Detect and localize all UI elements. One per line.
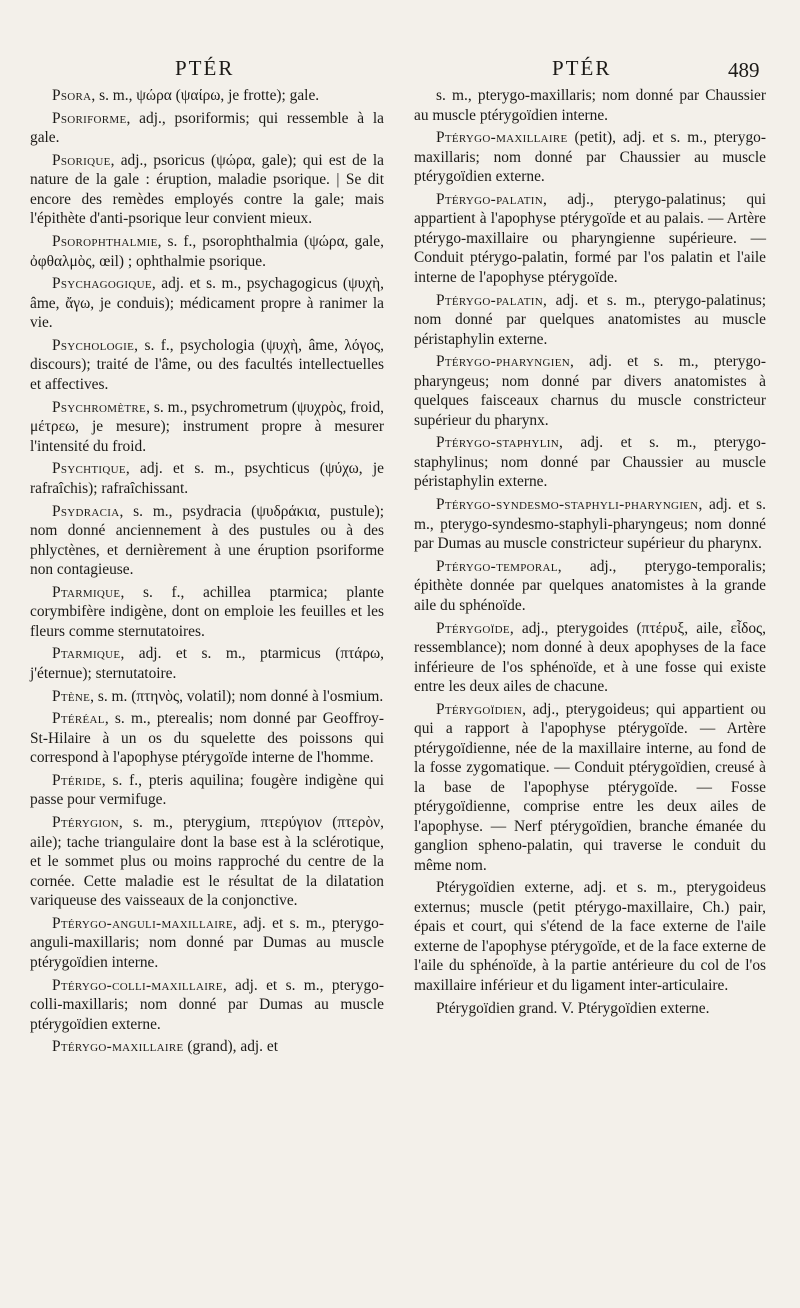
entry-headword: Ptène [52,687,91,705]
entry-headword: Psychromètre [52,398,147,416]
dictionary-entry [414,878,766,995]
entry-headword: Ptérygo-colli-maxillaire [52,976,223,994]
dictionary-entry [414,128,766,187]
dictionary-entry [30,151,384,229]
entry-definition: , adj., pterygoideus; qui appartient ou qui a rapport à l'apophyse ptérygoïde. — Artère ptérygoïdienne, née de la maxillaire interne, au fond de la fosse zygomatique. — Conduit ptérygoïdien, creusé à la base de l'apophyse ptérygoïde. — Fosse ptérygoïdienne, comprise entre les deux ailes de l'apophyse. — Nerf ptérygoïdien, branche émanée du ganglion spheno-palatin, qui traverse le conduit du même nom. [414,700,766,874]
entry-definition: , adj. et s. m., pterygo-syndesmo-staphyli-pharyngeus; nom donné par Dumas au muscle constricteur supérieur du pharynx. [414,496,766,553]
entry-headword: Ptérygo-palatin [436,291,544,309]
dictionary-entry [30,398,384,457]
dictionary-entry [30,914,384,973]
entry-headword: Psychtique [52,460,126,478]
entry-headword: Ptérygoïdien [436,700,523,718]
entry-definition: , adj. et s. m., psychticus (ψύχω, je rafraîchis); rafraîchissant. [30,460,384,497]
dictionary-entry [30,771,384,810]
entry-definition: , adj., psoricus (ψώρα, gale); qui est de la nature de la gale : éruption, maladie psorique. | Se dit encore des remèdes employés contre la gale; mais l'épithète d'anti-psorique leur convient mieux. [30,151,384,228]
entry-headword: Ptérygo-maxillaire [436,129,568,147]
entry-headword: Ptérygion [52,814,119,832]
entry-headword: Psorophthalmie [52,233,158,251]
dictionary-entry [30,502,384,580]
entry-headword: Ptéréal [52,710,105,728]
dictionary-entry [414,999,766,1019]
entry-headword: Psoriforme [52,109,127,127]
dictionary-entry [30,459,384,498]
dictionary-entry [30,583,384,642]
dictionary-entry [30,1037,384,1057]
dictionary-entry [30,709,384,768]
dictionary-entry [414,291,766,350]
entry-definition: , s. m., pterealis; nom donné par Geoffroy-St-Hilaire à un os du squelette des poissons qui correspond à l'apophyse ptérygoïde interne de l'homme. [30,710,384,767]
entry-headword: Ptérygo-staphylin [436,434,560,452]
entry-definition: , s. m., pterygium, πτερύγιον (πτερὸν, aile); tache triangulaire dont la base est à la sclérotique, et le sommet plus ou moins rapproché du centre de la cornée. Cette maladie est le résultat de la dilatation variqueuse des vaisseaux de la conjonctive. [30,814,384,910]
running-header-left: PTÉR [175,56,235,80]
dictionary-entry [30,232,384,271]
running-header-right: PTÉR [552,56,612,80]
dictionary-entry [30,644,384,683]
dictionary-entry [414,190,766,288]
entry-definition: Ptérygoïdien externe, adj. et s. m., pterygoideus externus; muscle (petit ptérygo-maxillaire, Ch.) pair, épais et court, qui s'étend de la face externe de l'aile externe de l'apophyse ptérygoïde, et de la face externe de l'aile du sphénoïde, à la partie antérieure du col de l'os maxillaire inférieur et du ligament inter-articulaire. [414,879,766,994]
dictionary-entry [414,433,766,492]
entry-headword: Ptarmique [52,583,121,601]
entry-definition: , s. f., psorophthalmia (ψώρα, gale, ὀφθαλμὸς, œil) ; ophthalmie psorique. [30,233,384,270]
entry-definition: , s. f., psychologia (ψυχὴ, âme, λόγος, discours); traité de l'âme, ou des facultés intellectuelles et affectives. [30,336,384,393]
right-column [414,86,766,1021]
entry-definition: Ptérygoïdien grand. V. Ptérygoïdien externe. [436,999,710,1017]
entry-headword: Ptérygo-palatin [436,190,544,208]
entry-definition: , s. m., ψώρα (ψαίρω, je frotte); gale. [91,87,320,104]
entry-headword: Psydracia [52,502,120,520]
left-column [30,86,384,1060]
dictionary-entry [414,557,766,616]
dictionary-entry [30,813,384,911]
entry-headword: Ptérygo-pharyngien [436,353,570,371]
dictionary-entry [30,687,384,707]
entry-definition: , adj. et s. m., pterygo-colli-maxillaris; nom donné par Dumas au muscle ptérygoïdien externe. [30,976,384,1033]
entry-headword: Ptérygo-temporal [436,557,558,575]
entry-headword: Ptérygo-anguli-maxillaire [52,914,233,932]
entry-headword: Ptéride [52,771,102,789]
entry-definition: , adj., pterygo-palatinus; qui appartient à l'apophyse ptérygoïde et au palais. — Artère ptérygo-maxillaire ou pharyngienne supérieure. — Conduit ptérygo-palatin, formé par l'os palatin et l'aile interne de l'apophyse ptérygoïde. [414,190,766,286]
entry-definition: , s. f., achillea ptarmica; plante corymbifère indigène, dont on emploie les feuilles et les fleurs comme sternutatoires. [30,583,384,640]
entry-definition: , adj. et s. m., psychagogicus (ψυχὴ, âme, ἄγω, je conduis); médicament propre à ranimer la vie. [30,275,384,332]
dictionary-entry [30,336,384,395]
dictionary-entry [30,109,384,148]
page-number: 489 [728,58,760,82]
dictionary-entry [30,86,384,106]
dictionary-entry [414,86,766,125]
dictionary-entry [30,976,384,1035]
dictionary-entry [414,619,766,697]
entry-definition: (petit), adj. et s. m., pterygo-maxillaris; nom donné par Chaussier au muscle ptérygoïdien externe. [414,129,766,186]
entry-headword: Psorique [52,151,111,169]
entry-headword: Ptérygo-syndesmo-staphyli-pharyngien [436,496,699,514]
entry-definition: (grand), adj. et [183,1038,278,1056]
dictionary-entry [414,352,766,430]
entry-definition: s. m., pterygo-maxillaris; nom donné par Chaussier au muscle ptérygoïdien interne. [414,87,766,124]
entry-definition: , adj., pterygo-temporalis; épithète donnée par quelques anatomistes à la grande aile du sphénoïde. [414,557,766,614]
entry-definition: , adj. et s. m., pterygo-pharyngeus; nom donné par divers anatomistes à quelques faisceaux charnus du muscle constricteur supérieur du pharynx. [414,353,766,429]
entry-headword: Ptérygoïde [436,619,510,637]
entry-headword: Psychagogique [52,275,152,293]
entry-definition: , adj., psoriformis; qui ressemble à la gale. [30,109,384,147]
dictionary-entry [30,274,384,333]
dictionary-entry [414,495,766,554]
entry-definition: , adj. et s. m., pterygo-palatinus; nom donné par quelques anatomistes au muscle péristaphylin externe. [414,291,766,348]
entry-definition: , adj. et s. m., pterygo-staphylinus; nom donné par Chaussier au muscle péristaphylin externe. [414,434,766,491]
entry-definition: , s. f., pteris aquilina; fougère indigène qui passe pour vermifuge. [30,771,384,809]
entry-definition: , s. m., psydracia (ψυδράκια, pustule); nom donné anciennement à des pustules ou à des phlyctènes, et dernièrement à une éruption psoriforme non contagieuse. [30,502,384,578]
entry-definition: , s. m. (πτηνὸς, volatil); nom donné à l'osmium. [90,687,384,705]
entry-headword: Ptarmique [52,645,121,663]
entry-headword: Psychologie [52,336,135,354]
entry-definition: , adj. et s. m., pterygo-anguli-maxillaris; nom donné par Dumas au muscle ptérygoïdien interne. [30,914,384,971]
entry-headword: Ptérygo-maxillaire [52,1038,184,1056]
entry-definition: , adj. et s. m., ptarmicus (πτάρω, j'éternue); sternutatoire. [30,645,384,682]
dictionary-entry [414,700,766,876]
entry-headword: Psora [52,87,92,104]
entry-definition: , adj., pterygoides (πτέρυξ, aile, εἶδος, ressemblance); nom donné à deux apophyses de la face inférieure de l'os sphénoïde, et à une fosse qui existe entre les deux ailes de chacune. [414,619,766,695]
entry-definition: , s. m., psychrometrum (ψυχρὸς, froid, μέτρεω, je mesure); instrument propre à mesurer l'intensité du froid. [30,398,384,455]
